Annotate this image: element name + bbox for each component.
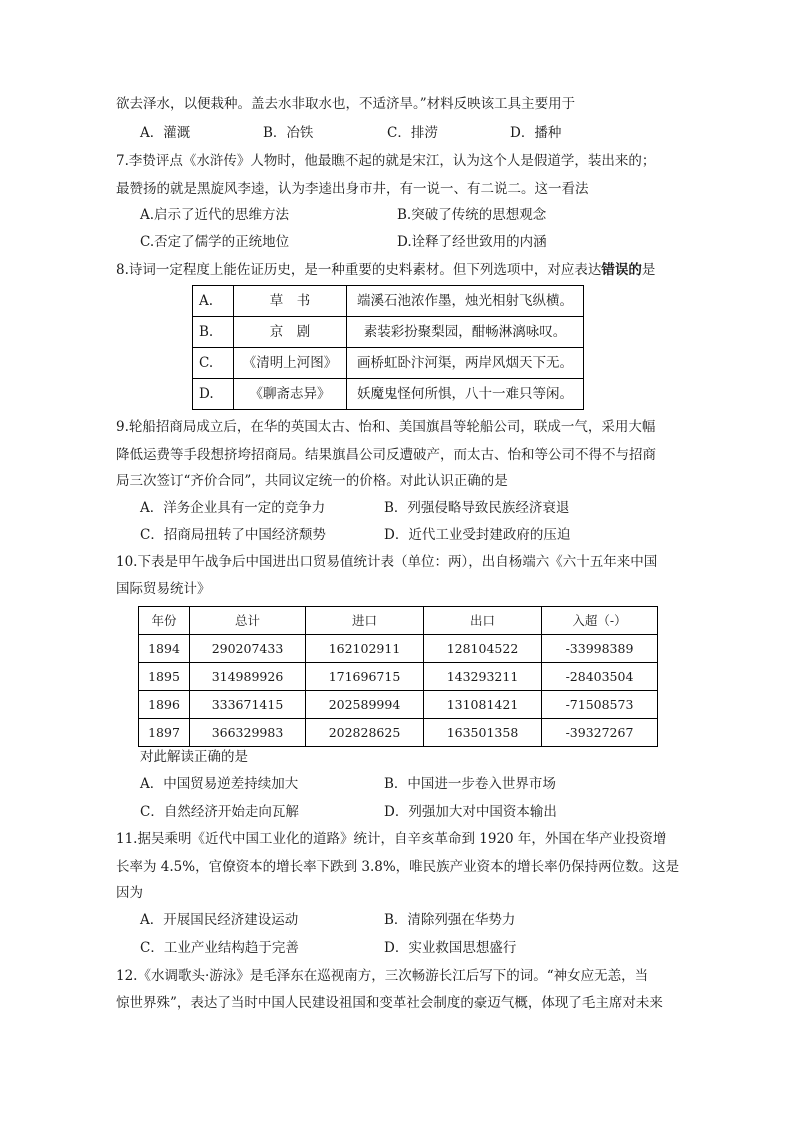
cell-export: 131081421	[424, 691, 542, 719]
q8-row-verse: 端溪石池浓作墨，烛光相射飞纵横。	[347, 286, 584, 317]
cell-import: 162102911	[306, 635, 424, 663]
q10-option-c: C．自然经济开始走向瓦解	[140, 804, 299, 820]
cell-export: 163501358	[424, 719, 542, 747]
q9-option-c: C．招商局扭转了中国经济颓势	[140, 527, 326, 543]
table-row	[193, 348, 584, 379]
q8-row-verse: 素装彩扮聚梨园，酣畅淋漓咏叹。	[347, 317, 584, 348]
q8-row-verse: 画桥虹卧汴河渠，两岸风烟天下无。	[347, 348, 584, 379]
q10-after-table: 对此解读正确的是	[140, 749, 248, 765]
cell-import: 202589994	[306, 691, 424, 719]
q9-option-b: B．列强侵略导致民族经济衰退	[384, 500, 570, 516]
table-row	[139, 635, 658, 663]
cell-deficit: -33998389	[542, 635, 658, 663]
cell-total: 314989926	[190, 663, 306, 691]
cell-total: 366329983	[190, 719, 306, 747]
q12-stem-line1: 12.《水调歌头·游泳》是毛泽东在巡视南方，三次畅游长江后写下的词。“神女应无恙，当	[116, 968, 649, 984]
q7-option-b: B.突破了传统的思想观念	[397, 207, 547, 223]
col-header-year: 年份	[139, 607, 190, 635]
q7-option-c: C.否定了儒学的正统地位	[140, 234, 290, 250]
q7-option-d: D.诠释了经世致用的内涵	[397, 234, 547, 250]
q9-option-d: D．近代工业受封建政府的压迫	[384, 527, 571, 543]
q9-stem-line3: 局三次签订“齐价合同”，共同议定统一的价格。对此认识正确的是	[116, 473, 508, 489]
q10-stem-line1: 10.下表是甲午战争后中国进出口贸易值统计表（单位：两），出自杨端六《六十五年来中国	[116, 554, 658, 570]
cell-import: 171696715	[306, 663, 424, 691]
q8-poem-table	[192, 285, 584, 410]
col-header-deficit: 入超（-）	[542, 607, 658, 635]
q7-stem-line1: 7.李贽评点《水浒传》人物时，他最瞧不起的就是宋江，认为这个人是假道学，装出来的；	[116, 153, 656, 169]
cell-deficit: -71508573	[542, 691, 658, 719]
cell-year: 1895	[139, 663, 190, 691]
q10-stem-line2: 国际贸易统计》	[116, 581, 211, 597]
cell-year: 1896	[139, 691, 190, 719]
q10-option-b: B．中国进一步卷入世界市场	[384, 776, 556, 792]
q8-row-art: 《清明上河图》	[234, 348, 347, 379]
cell-deficit: -39327267	[542, 719, 658, 747]
q11-stem-line2: 长率为 4.5%，官僚资本的增长率下跌到 3.8%，唯民族产业资本的增长率仍保持两位数。这是	[116, 859, 680, 875]
q11-option-a: A．开展国民经济建设运动	[140, 912, 299, 928]
q11-stem-line1: 11.据吴乘明《近代中国工业化的道路》统计，自辛亥革命到 1920 年，外国在华产业投资增	[116, 831, 667, 847]
q8-row-label: A.	[193, 286, 234, 317]
q8-row-art: 草 书	[234, 286, 347, 317]
q10-option-d: D．列强加大对中国资本输出	[384, 804, 557, 820]
q6-stem: 欲去泽水，以便栽种。盖去水非取水也，不适济旱。”材料反映该工具主要用于	[116, 96, 576, 112]
table-row	[193, 317, 584, 348]
cell-total: 333671415	[190, 691, 306, 719]
q8-row-label: D.	[193, 379, 234, 410]
col-header-export: 出口	[424, 607, 542, 635]
table-header-row	[139, 607, 658, 635]
cell-deficit: -28403504	[542, 663, 658, 691]
q9-stem-line2: 降低运费等手段想挤垮招商局。结果旗昌公司反遭破产，而太古、怡和等公司不得不与招商	[116, 447, 656, 463]
q10-option-a: A．中国贸易逆差持续加大	[140, 776, 299, 792]
cell-export: 143293211	[424, 663, 542, 691]
q8-row-label: B.	[193, 317, 234, 348]
q6-option-c: C．排涝	[387, 125, 438, 141]
q8-stem-suffix: 是	[641, 262, 656, 278]
q8-row-verse: 妖魔鬼怪何所惧，八十一难只等闲。	[347, 379, 584, 410]
q10-trade-table	[138, 606, 658, 747]
cell-year: 1897	[139, 719, 190, 747]
q11-option-b: B．清除列强在华势力	[384, 912, 516, 928]
col-header-total: 总计	[190, 607, 306, 635]
table-row	[139, 663, 658, 691]
q11-option-d: D．实业救国思想盛行	[384, 940, 517, 956]
q11-option-c: C．工业产业结构趋于完善	[140, 940, 299, 956]
q6-option-d: D．播种	[510, 125, 562, 141]
table-row	[193, 286, 584, 317]
q8-row-label: C.	[193, 348, 234, 379]
cell-import: 202828625	[306, 719, 424, 747]
cell-export: 128104522	[424, 635, 542, 663]
q8-stem-emphasis: 错误的	[601, 262, 642, 278]
col-header-import: 进口	[306, 607, 424, 635]
q8-stem-prefix: 8.诗词一定程度上能佐证历史，是一种重要的史料素材。但下列选项中，对应表达	[116, 262, 602, 278]
cell-year: 1894	[139, 635, 190, 663]
q12-stem-line2: 惊世界殊”，表达了当时中国人民建设祖国和变革社会制度的豪迈气概，体现了毛主席对未来	[116, 995, 663, 1011]
q7-option-a: A.启示了近代的思维方法	[140, 207, 290, 223]
q9-option-a: A．洋务企业具有一定的竞争力	[140, 500, 326, 516]
q6-option-b: B．冶铁	[263, 125, 314, 141]
q8-row-art: 《聊斋志异》	[234, 379, 347, 410]
cell-total: 290207433	[190, 635, 306, 663]
q7-stem-line2: 最赞扬的就是黑旋风李逵，认为李逵出身市井，有一说一、有二说二。这一看法	[116, 181, 589, 197]
q6-option-a: A．灌溉	[140, 125, 191, 141]
q9-stem-line1: 9.轮船招商局成立后，在华的英国太古、怡和、美国旗昌等轮船公司，联成一气，采用大幅	[116, 419, 656, 435]
table-row	[139, 719, 658, 747]
table-row	[193, 379, 584, 410]
table-row	[139, 691, 658, 719]
q8-row-art: 京 剧	[234, 317, 347, 348]
q11-stem-line3: 因为	[116, 885, 143, 901]
q8-stem	[116, 261, 655, 279]
